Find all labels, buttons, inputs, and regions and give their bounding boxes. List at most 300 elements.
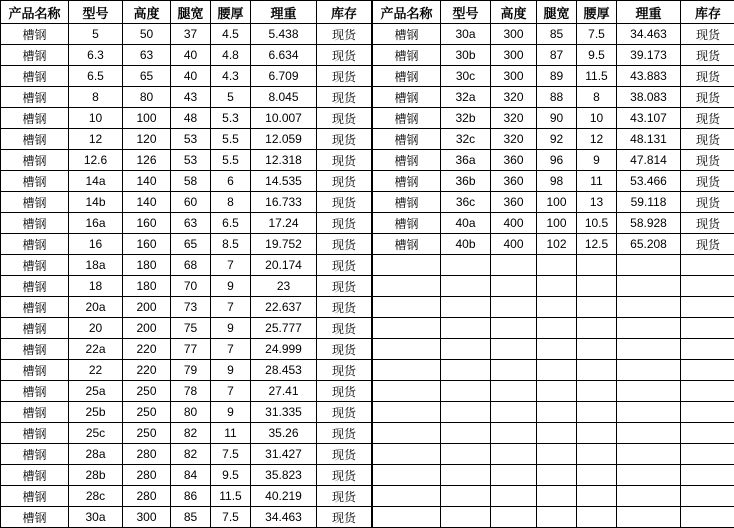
table-row — [1, 150, 372, 171]
cell-waist-thickness: 8 — [577, 87, 617, 108]
cell-theoretical-weight: 48.131 — [617, 129, 681, 150]
cell-theoretical-weight: 14.535 — [251, 171, 317, 192]
cell-theoretical-weight: 31.427 — [251, 444, 317, 465]
cell-leg-width: 102 — [537, 234, 577, 255]
cell-waist-thickness: 7 — [211, 297, 251, 318]
cell-theoretical-weight: 6.634 — [251, 45, 317, 66]
cell-product-name: 槽钢 — [1, 402, 69, 423]
empty-cell — [441, 339, 491, 360]
cell-theoretical-weight: 47.814 — [617, 150, 681, 171]
empty-cell — [373, 507, 441, 528]
cell-model: 20 — [69, 318, 123, 339]
empty-cell — [537, 423, 577, 444]
empty-cell — [491, 276, 537, 297]
empty-cell — [537, 444, 577, 465]
cell-height: 180 — [123, 255, 171, 276]
cell-product-name: 槽钢 — [1, 234, 69, 255]
cell-theoretical-weight: 16.733 — [251, 192, 317, 213]
empty-cell — [373, 297, 441, 318]
cell-height: 220 — [123, 339, 171, 360]
cell-theoretical-weight: 23 — [251, 276, 317, 297]
cell-theoretical-weight: 39.173 — [617, 45, 681, 66]
empty-cell — [441, 423, 491, 444]
cell-stock: 现货 — [317, 129, 372, 150]
empty-cell — [681, 402, 734, 423]
cell-product-name: 槽钢 — [1, 192, 69, 213]
table-body-left — [1, 24, 372, 528]
cell-product-name: 槽钢 — [373, 171, 441, 192]
cell-theoretical-weight: 35.823 — [251, 465, 317, 486]
empty-cell — [537, 318, 577, 339]
empty-cell — [373, 402, 441, 423]
cell-height: 300 — [491, 66, 537, 87]
table-row — [1, 402, 372, 423]
cell-product-name: 槽钢 — [1, 465, 69, 486]
cell-height: 100 — [123, 108, 171, 129]
cell-height: 360 — [491, 171, 537, 192]
empty-cell — [537, 255, 577, 276]
cell-leg-width: 84 — [171, 465, 211, 486]
cell-product-name: 槽钢 — [373, 24, 441, 45]
cell-model: 28c — [69, 486, 123, 507]
cell-waist-thickness: 7 — [211, 381, 251, 402]
cell-stock: 现货 — [681, 150, 734, 171]
empty-cell — [617, 318, 681, 339]
cell-model: 28b — [69, 465, 123, 486]
cell-height: 63 — [123, 45, 171, 66]
table-row — [1, 255, 372, 276]
empty-cell — [491, 444, 537, 465]
cell-model: 30c — [441, 66, 491, 87]
empty-cell — [491, 297, 537, 318]
empty-cell — [577, 402, 617, 423]
cell-theoretical-weight: 34.463 — [251, 507, 317, 528]
cell-product-name: 槽钢 — [373, 213, 441, 234]
cell-leg-width: 70 — [171, 276, 211, 297]
empty-cell — [577, 381, 617, 402]
cell-product-name: 槽钢 — [1, 66, 69, 87]
cell-model: 36b — [441, 171, 491, 192]
cell-product-name: 槽钢 — [373, 129, 441, 150]
cell-model: 18 — [69, 276, 123, 297]
empty-cell — [577, 255, 617, 276]
cell-theoretical-weight: 25.777 — [251, 318, 317, 339]
cell-leg-width: 48 — [171, 108, 211, 129]
empty-cell — [681, 318, 734, 339]
empty-cell — [617, 297, 681, 318]
cell-product-name: 槽钢 — [1, 297, 69, 318]
cell-leg-width: 68 — [171, 255, 211, 276]
cell-leg-width: 82 — [171, 444, 211, 465]
empty-cell — [491, 507, 537, 528]
empty-cell — [681, 444, 734, 465]
cell-model: 8 — [69, 87, 123, 108]
cell-height: 300 — [491, 24, 537, 45]
cell-waist-thickness: 9.5 — [211, 465, 251, 486]
empty-cell — [491, 423, 537, 444]
cell-leg-width: 40 — [171, 45, 211, 66]
cell-leg-width: 100 — [537, 192, 577, 213]
table-row — [1, 66, 372, 87]
cell-product-name: 槽钢 — [1, 444, 69, 465]
empty-cell — [441, 507, 491, 528]
cell-waist-thickness: 11.5 — [577, 66, 617, 87]
empty-cell — [577, 507, 617, 528]
cell-stock: 现货 — [317, 234, 372, 255]
cell-leg-width: 53 — [171, 150, 211, 171]
empty-row — [373, 486, 734, 507]
cell-theoretical-weight: 27.41 — [251, 381, 317, 402]
cell-waist-thickness: 7.5 — [211, 507, 251, 528]
table-row — [1, 465, 372, 486]
cell-waist-thickness: 10 — [577, 108, 617, 129]
cell-leg-width: 43 — [171, 87, 211, 108]
empty-cell — [617, 486, 681, 507]
empty-row — [373, 255, 734, 276]
cell-waist-thickness: 9 — [211, 276, 251, 297]
cell-leg-width: 37 — [171, 24, 211, 45]
cell-theoretical-weight: 17.24 — [251, 213, 317, 234]
empty-cell — [681, 486, 734, 507]
empty-row — [373, 507, 734, 528]
cell-product-name: 槽钢 — [1, 213, 69, 234]
empty-cell — [681, 465, 734, 486]
cell-model: 16a — [69, 213, 123, 234]
cell-theoretical-weight: 8.045 — [251, 87, 317, 108]
empty-cell — [373, 255, 441, 276]
cell-leg-width: 100 — [537, 213, 577, 234]
cell-waist-thickness: 4.3 — [211, 66, 251, 87]
cell-model: 36c — [441, 192, 491, 213]
column-header-height: 高度 — [123, 1, 171, 24]
cell-height: 80 — [123, 87, 171, 108]
table-row — [1, 129, 372, 150]
column-header-height: 高度 — [491, 1, 537, 24]
table-row — [1, 45, 372, 66]
table-row — [1, 108, 372, 129]
table-row — [1, 486, 372, 507]
empty-cell — [617, 255, 681, 276]
cell-product-name: 槽钢 — [1, 423, 69, 444]
cell-stock: 现货 — [681, 108, 734, 129]
table-row — [373, 66, 734, 87]
empty-row — [373, 360, 734, 381]
cell-waist-thickness: 9 — [577, 150, 617, 171]
table-row — [1, 192, 372, 213]
cell-product-name: 槽钢 — [373, 45, 441, 66]
cell-height: 320 — [491, 108, 537, 129]
cell-model: 30a — [441, 24, 491, 45]
cell-waist-thickness: 7 — [211, 339, 251, 360]
cell-waist-thickness: 12 — [577, 129, 617, 150]
cell-product-name: 槽钢 — [1, 87, 69, 108]
table-row — [1, 297, 372, 318]
cell-model: 32a — [441, 87, 491, 108]
empty-cell — [373, 360, 441, 381]
empty-cell — [373, 339, 441, 360]
cell-model: 18a — [69, 255, 123, 276]
empty-cell — [577, 423, 617, 444]
cell-stock: 现货 — [317, 402, 372, 423]
cell-waist-thickness: 7.5 — [211, 444, 251, 465]
cell-theoretical-weight: 6.709 — [251, 66, 317, 87]
cell-leg-width: 92 — [537, 129, 577, 150]
empty-cell — [617, 276, 681, 297]
cell-leg-width: 82 — [171, 423, 211, 444]
table-row — [1, 423, 372, 444]
cell-height: 300 — [123, 507, 171, 528]
empty-cell — [617, 381, 681, 402]
table-row — [1, 24, 372, 45]
cell-stock: 现货 — [317, 87, 372, 108]
cell-leg-width: 96 — [537, 150, 577, 171]
cell-stock: 现货 — [317, 276, 372, 297]
empty-cell — [441, 402, 491, 423]
cell-height: 280 — [123, 486, 171, 507]
cell-waist-thickness: 8 — [211, 192, 251, 213]
empty-cell — [491, 486, 537, 507]
cell-theoretical-weight: 43.107 — [617, 108, 681, 129]
cell-leg-width: 85 — [537, 24, 577, 45]
table-row — [1, 381, 372, 402]
cell-model: 25c — [69, 423, 123, 444]
cell-product-name: 槽钢 — [1, 108, 69, 129]
cell-leg-width: 60 — [171, 192, 211, 213]
table-row — [373, 234, 734, 255]
cell-theoretical-weight: 58.928 — [617, 213, 681, 234]
empty-cell — [441, 276, 491, 297]
cell-height: 200 — [123, 297, 171, 318]
cell-stock: 现货 — [317, 318, 372, 339]
empty-cell — [537, 465, 577, 486]
cell-height: 250 — [123, 423, 171, 444]
empty-cell — [373, 444, 441, 465]
cell-waist-thickness: 10.5 — [577, 213, 617, 234]
empty-cell — [537, 360, 577, 381]
cell-theoretical-weight: 19.752 — [251, 234, 317, 255]
empty-cell — [491, 255, 537, 276]
table-row — [1, 339, 372, 360]
table-row — [373, 108, 734, 129]
empty-cell — [577, 276, 617, 297]
cell-waist-thickness: 11 — [211, 423, 251, 444]
cell-waist-thickness: 5.5 — [211, 150, 251, 171]
cell-waist-thickness: 7 — [211, 255, 251, 276]
column-header-leg-width: 腿宽 — [171, 1, 211, 24]
table-row — [373, 192, 734, 213]
cell-waist-thickness: 9 — [211, 402, 251, 423]
empty-cell — [537, 276, 577, 297]
empty-row — [373, 444, 734, 465]
cell-leg-width: 88 — [537, 87, 577, 108]
column-header-waist-thickness: 腰厚 — [211, 1, 251, 24]
cell-theoretical-weight: 28.453 — [251, 360, 317, 381]
cell-theoretical-weight: 53.466 — [617, 171, 681, 192]
cell-theoretical-weight: 24.999 — [251, 339, 317, 360]
table-row — [1, 276, 372, 297]
cell-theoretical-weight: 20.174 — [251, 255, 317, 276]
cell-stock: 现货 — [317, 171, 372, 192]
cell-height: 300 — [491, 45, 537, 66]
cell-theoretical-weight: 22.637 — [251, 297, 317, 318]
column-header-theoretical-weight: 理重 — [251, 1, 317, 24]
empty-cell — [373, 381, 441, 402]
cell-model: 14a — [69, 171, 123, 192]
cell-height: 50 — [123, 24, 171, 45]
cell-model: 14b — [69, 192, 123, 213]
empty-cell — [617, 465, 681, 486]
empty-cell — [441, 255, 491, 276]
table-row — [1, 318, 372, 339]
cell-stock: 现货 — [317, 297, 372, 318]
cell-stock: 现货 — [681, 66, 734, 87]
cell-waist-thickness: 12.5 — [577, 234, 617, 255]
empty-cell — [617, 507, 681, 528]
cell-leg-width: 73 — [171, 297, 211, 318]
cell-height: 360 — [491, 150, 537, 171]
cell-product-name: 槽钢 — [1, 45, 69, 66]
cell-product-name: 槽钢 — [1, 255, 69, 276]
cell-theoretical-weight: 5.438 — [251, 24, 317, 45]
cell-model: 16 — [69, 234, 123, 255]
table-row — [373, 24, 734, 45]
empty-row — [373, 465, 734, 486]
empty-row — [373, 339, 734, 360]
cell-stock: 现货 — [317, 465, 372, 486]
cell-stock: 现货 — [317, 339, 372, 360]
cell-leg-width: 77 — [171, 339, 211, 360]
cell-theoretical-weight: 35.26 — [251, 423, 317, 444]
empty-cell — [617, 339, 681, 360]
cell-model: 25a — [69, 381, 123, 402]
table-row — [1, 87, 372, 108]
cell-product-name: 槽钢 — [1, 318, 69, 339]
column-header-stock: 库存 — [681, 1, 734, 24]
empty-cell — [537, 339, 577, 360]
cell-waist-thickness: 5.3 — [211, 108, 251, 129]
empty-cell — [491, 318, 537, 339]
cell-stock: 现货 — [317, 255, 372, 276]
cell-product-name: 槽钢 — [1, 129, 69, 150]
empty-cell — [537, 486, 577, 507]
cell-model: 40b — [441, 234, 491, 255]
cell-height: 220 — [123, 360, 171, 381]
empty-cell — [681, 255, 734, 276]
empty-cell — [373, 423, 441, 444]
cell-waist-thickness: 11 — [577, 171, 617, 192]
cell-leg-width: 85 — [171, 507, 211, 528]
table-header-row — [373, 1, 734, 24]
cell-stock: 现货 — [317, 108, 372, 129]
cell-height: 400 — [491, 234, 537, 255]
cell-model: 5 — [69, 24, 123, 45]
cell-theoretical-weight: 34.463 — [617, 24, 681, 45]
cell-stock: 现货 — [681, 234, 734, 255]
cell-theoretical-weight: 38.083 — [617, 87, 681, 108]
cell-waist-thickness: 4.5 — [211, 24, 251, 45]
empty-cell — [577, 486, 617, 507]
empty-cell — [617, 402, 681, 423]
cell-model: 30b — [441, 45, 491, 66]
cell-leg-width: 86 — [171, 486, 211, 507]
cell-waist-thickness: 13 — [577, 192, 617, 213]
empty-cell — [441, 360, 491, 381]
empty-cell — [681, 381, 734, 402]
empty-cell — [681, 507, 734, 528]
cell-model: 10 — [69, 108, 123, 129]
cell-stock: 现货 — [317, 150, 372, 171]
cell-waist-thickness: 9.5 — [577, 45, 617, 66]
cell-theoretical-weight: 31.335 — [251, 402, 317, 423]
empty-cell — [617, 423, 681, 444]
empty-cell — [681, 360, 734, 381]
cell-product-name: 槽钢 — [1, 24, 69, 45]
empty-cell — [491, 339, 537, 360]
empty-cell — [577, 297, 617, 318]
column-header-model: 型号 — [69, 1, 123, 24]
cell-model: 22a — [69, 339, 123, 360]
table-row — [1, 444, 372, 465]
cell-height: 160 — [123, 234, 171, 255]
cell-model: 25b — [69, 402, 123, 423]
cell-stock: 现货 — [317, 66, 372, 87]
table-row — [1, 171, 372, 192]
empty-cell — [491, 465, 537, 486]
cell-stock: 现货 — [317, 486, 372, 507]
cell-stock: 现货 — [681, 129, 734, 150]
empty-row — [373, 423, 734, 444]
cell-height: 140 — [123, 192, 171, 213]
cell-stock: 现货 — [317, 24, 372, 45]
cell-stock: 现货 — [317, 444, 372, 465]
cell-height: 250 — [123, 381, 171, 402]
empty-row — [373, 402, 734, 423]
empty-cell — [441, 486, 491, 507]
cell-product-name: 槽钢 — [373, 192, 441, 213]
column-header-product-name: 产品名称 — [373, 1, 441, 24]
column-header-leg-width: 腿宽 — [537, 1, 577, 24]
cell-leg-width: 65 — [171, 234, 211, 255]
cell-height: 126 — [123, 150, 171, 171]
table-row — [373, 150, 734, 171]
empty-cell — [373, 276, 441, 297]
cell-leg-width: 98 — [537, 171, 577, 192]
empty-cell — [681, 423, 734, 444]
cell-theoretical-weight: 12.318 — [251, 150, 317, 171]
cell-waist-thickness: 6 — [211, 171, 251, 192]
empty-cell — [577, 465, 617, 486]
cell-waist-thickness: 9 — [211, 318, 251, 339]
cell-product-name: 槽钢 — [1, 150, 69, 171]
cell-leg-width: 63 — [171, 213, 211, 234]
cell-product-name: 槽钢 — [373, 234, 441, 255]
cell-stock: 现货 — [681, 192, 734, 213]
cell-leg-width: 89 — [537, 66, 577, 87]
column-header-product-name: 产品名称 — [1, 1, 69, 24]
empty-cell — [617, 444, 681, 465]
cell-leg-width: 87 — [537, 45, 577, 66]
cell-height: 180 — [123, 276, 171, 297]
table-row — [373, 87, 734, 108]
cell-height: 65 — [123, 66, 171, 87]
cell-leg-width: 80 — [171, 402, 211, 423]
cell-product-name: 槽钢 — [373, 87, 441, 108]
cell-stock: 现货 — [317, 507, 372, 528]
cell-product-name: 槽钢 — [1, 507, 69, 528]
cell-product-name: 槽钢 — [1, 171, 69, 192]
cell-leg-width: 40 — [171, 66, 211, 87]
cell-height: 360 — [491, 192, 537, 213]
